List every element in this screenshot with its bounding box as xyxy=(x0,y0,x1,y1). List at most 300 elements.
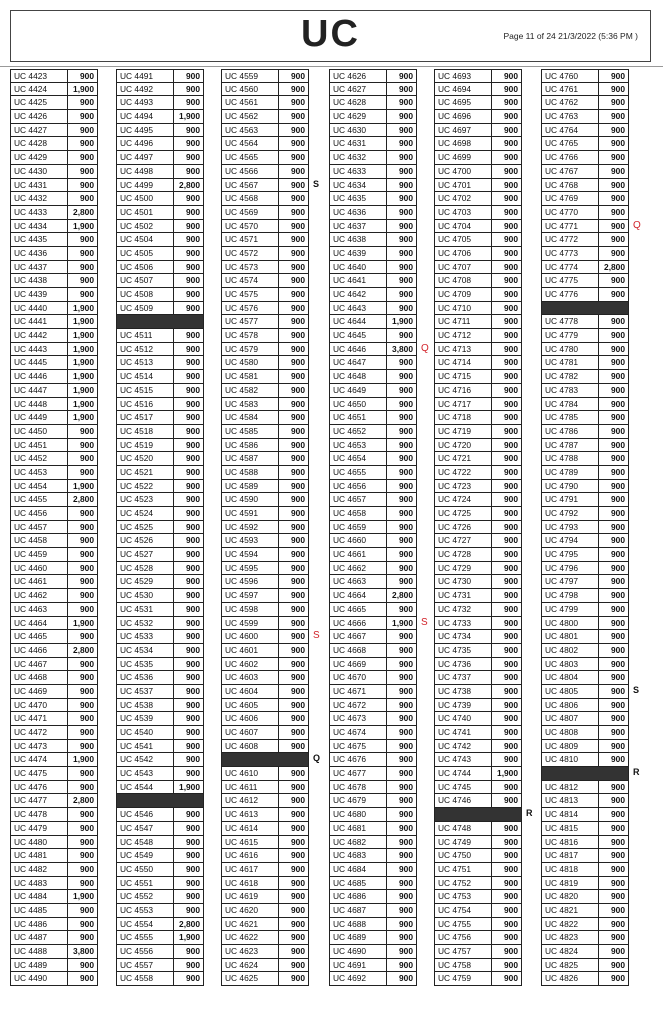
table-row xyxy=(434,822,522,836)
amount-cell: 900 xyxy=(80,658,94,669)
table-row xyxy=(221,658,309,672)
amount-cell: 900 xyxy=(504,795,518,806)
table-row xyxy=(329,466,417,480)
unit-id-cell: UC 4825 xyxy=(542,959,599,972)
table-row xyxy=(116,233,204,247)
table-row xyxy=(434,83,522,97)
table-row xyxy=(116,753,204,767)
table-row xyxy=(116,904,204,918)
unit-id-cell: UC 4666 xyxy=(330,617,387,630)
amount-cell: 900 xyxy=(80,973,94,984)
unit-id-cell: UC 4504 xyxy=(117,233,174,246)
amount-cell: 900 xyxy=(291,152,305,163)
unit-id-cell: UC 4590 xyxy=(222,493,279,506)
table-row xyxy=(541,425,629,439)
amount-cell: 900 xyxy=(611,562,625,573)
amount-cell: 900 xyxy=(186,740,200,751)
unit-id-cell: UC 4770 xyxy=(542,206,599,219)
amount-cell: 900 xyxy=(291,658,305,669)
amount-cell: 900 xyxy=(291,330,305,341)
amount-cell: 900 xyxy=(291,275,305,286)
amount-cell: 900 xyxy=(291,83,305,94)
unit-id-cell: UC 4809 xyxy=(542,740,599,753)
table-row xyxy=(541,589,629,603)
amount-cell: 900 xyxy=(504,439,518,450)
amount-cell: 2,800 xyxy=(73,795,94,806)
unit-id-cell: UC 4629 xyxy=(330,110,387,123)
table-row xyxy=(434,959,522,973)
amount-cell: 900 xyxy=(399,289,413,299)
unit-id-cell: UC 4549 xyxy=(117,849,174,862)
table-row xyxy=(221,685,309,699)
unit-id-cell: UC 4463 xyxy=(11,603,68,616)
unit-id-cell: UC 4652 xyxy=(330,425,387,438)
unit-id-cell: UC 4543 xyxy=(117,767,174,780)
unit-id-cell: UC 4798 xyxy=(542,589,599,602)
table-row xyxy=(541,740,629,754)
table-row xyxy=(221,151,309,165)
amount-cell: 900 xyxy=(504,111,518,122)
table-row xyxy=(221,124,309,138)
annotation-mark: Q xyxy=(633,219,641,231)
table-row xyxy=(541,644,629,658)
unit-id-cell: UC 4758 xyxy=(435,959,492,972)
unit-id-cell: UC 4476 xyxy=(11,781,68,794)
unit-id-cell: UC 4788 xyxy=(542,452,599,465)
unit-id-cell: UC 4495 xyxy=(117,124,174,137)
amount-cell: 900 xyxy=(186,330,200,341)
unit-id-cell: UC 4799 xyxy=(542,603,599,616)
table-row xyxy=(541,575,629,589)
table-row xyxy=(541,151,629,165)
unit-id-cell: UC 4582 xyxy=(222,384,279,397)
amount-cell: 900 xyxy=(399,206,413,217)
table-row xyxy=(221,671,309,685)
amount-cell: 900 xyxy=(399,781,413,792)
table-row xyxy=(116,356,204,370)
amount-cell: 2,800 xyxy=(73,644,94,655)
table-row xyxy=(116,261,204,275)
unit-id-cell: UC 4797 xyxy=(542,575,599,588)
table-row xyxy=(541,411,629,425)
table-row xyxy=(329,302,417,316)
unit-id-cell: UC 4552 xyxy=(117,890,174,903)
unit-id-cell: UC 4683 xyxy=(330,849,387,862)
unit-id-cell: UC 4442 xyxy=(11,329,68,342)
unit-id-cell: UC 4465 xyxy=(11,630,68,643)
unit-id-cell: UC 4509 xyxy=(117,302,174,315)
unit-id-cell: UC 4538 xyxy=(117,699,174,712)
unit-id-cell: UC 4513 xyxy=(117,356,174,369)
table-row xyxy=(221,836,309,850)
amount-cell: 900 xyxy=(611,439,625,450)
amount-cell: 1,900 xyxy=(73,480,94,491)
table-row xyxy=(10,548,98,562)
unit-id-cell: UC 4778 xyxy=(542,315,599,328)
table-row xyxy=(221,356,309,370)
unit-id-cell: UC 4428 xyxy=(11,137,68,150)
unit-id-cell: UC 4748 xyxy=(435,822,492,835)
table-row xyxy=(541,658,629,672)
table-row xyxy=(541,753,629,767)
table-row xyxy=(116,247,204,261)
table-row xyxy=(10,220,98,234)
table-row xyxy=(116,302,204,316)
unit-id-cell: UC 4700 xyxy=(435,165,492,178)
amount-cell: 900 xyxy=(291,398,305,409)
unit-id-cell: UC 4577 xyxy=(222,315,279,328)
amount-cell: 900 xyxy=(611,836,625,847)
unit-id-cell: UC 4816 xyxy=(542,836,599,849)
table-row xyxy=(541,630,629,644)
amount-cell: 900 xyxy=(399,193,413,204)
amount-cell: 900 xyxy=(291,603,305,614)
unit-id-cell: UC 4745 xyxy=(435,781,492,794)
table-row xyxy=(541,931,629,945)
unit-id-cell: UC 4535 xyxy=(117,658,174,671)
amount-cell: 900 xyxy=(611,617,625,628)
unit-id-cell: UC 4462 xyxy=(11,589,68,602)
amount-cell: 900 xyxy=(399,398,413,409)
table-row xyxy=(221,931,309,945)
table-row xyxy=(329,877,417,891)
amount-cell: 900 xyxy=(399,768,413,779)
amount-cell: 900 xyxy=(399,809,413,820)
amount-cell: 900 xyxy=(611,275,625,286)
amount-cell: 900 xyxy=(611,521,625,532)
amount-cell: 900 xyxy=(291,357,305,368)
table-row xyxy=(10,808,98,822)
amount-cell: 900 xyxy=(611,480,625,491)
amount-cell: 900 xyxy=(186,699,200,710)
amount-cell: 900 xyxy=(291,617,305,628)
unit-id-cell: UC 4668 xyxy=(330,644,387,657)
unit-id-cell: UC 4489 xyxy=(11,959,68,972)
amount-cell: 900 xyxy=(80,521,94,532)
amount-cell: 900 xyxy=(291,521,305,532)
table-row xyxy=(116,110,204,124)
unit-id-cell: UC 4750 xyxy=(435,849,492,862)
table-row xyxy=(541,781,629,795)
table-row xyxy=(10,329,98,343)
amount-cell: 900 xyxy=(186,343,200,354)
unit-id-cell: UC 4425 xyxy=(11,96,68,109)
table-row xyxy=(541,398,629,412)
unit-id-cell: UC 4814 xyxy=(542,808,599,821)
amount-cell: 900 xyxy=(504,904,518,915)
table-row xyxy=(541,219,641,234)
unit-id-cell: UC 4824 xyxy=(542,945,599,958)
table-row xyxy=(329,370,417,384)
unit-id-cell: UC 4654 xyxy=(330,452,387,465)
table-row xyxy=(329,288,417,302)
unit-id-cell: UC 4483 xyxy=(11,877,68,890)
table-row xyxy=(10,521,98,535)
header-divider xyxy=(0,66,663,67)
table-row xyxy=(541,233,629,247)
amount-cell: 1,900 xyxy=(73,412,94,423)
amount-cell: 900 xyxy=(504,206,518,217)
amount-cell: 900 xyxy=(504,672,518,683)
amount-cell: 900 xyxy=(504,713,518,724)
table-row xyxy=(10,603,98,617)
table-row xyxy=(116,179,204,193)
unit-id-cell: UC 4452 xyxy=(11,452,68,465)
amount-cell: 900 xyxy=(399,466,413,477)
unit-id-cell: UC 4601 xyxy=(222,644,279,657)
table-row xyxy=(10,425,98,439)
table-row xyxy=(116,822,204,836)
amount-cell: 900 xyxy=(186,836,200,847)
unit-id-cell: UC 4744 xyxy=(435,767,492,780)
table-row xyxy=(10,699,98,713)
table-row xyxy=(541,863,629,877)
amount-cell: 900 xyxy=(611,918,625,929)
amount-cell: 3,800 xyxy=(392,343,413,354)
amount-cell: 900 xyxy=(80,959,94,970)
table-row xyxy=(10,849,98,863)
table-row xyxy=(116,562,204,576)
amount-cell: 900 xyxy=(291,822,305,833)
unit-id-cell: UC 4678 xyxy=(330,781,387,794)
unit-id-cell: UC 4698 xyxy=(435,137,492,150)
table-row xyxy=(10,343,98,357)
amount-cell: 900 xyxy=(611,165,625,176)
amount-cell: 900 xyxy=(186,494,200,505)
unit-id-cell: UC 4449 xyxy=(11,411,68,424)
unit-id-cell: UC 4423 xyxy=(11,70,68,82)
unit-id-cell: UC 4500 xyxy=(117,192,174,205)
unit-id-cell: UC 4608 xyxy=(222,740,279,753)
amount-cell: 900 xyxy=(611,877,625,888)
table-row xyxy=(434,192,522,206)
amount-cell: 900 xyxy=(399,508,413,518)
table-row xyxy=(116,959,204,973)
table-row xyxy=(434,261,522,275)
unit-id-cell: UC 4701 xyxy=(435,179,492,192)
amount-cell: 900 xyxy=(504,891,518,902)
unit-id-cell: UC 4820 xyxy=(542,890,599,903)
unit-id-cell: UC 4817 xyxy=(542,849,599,862)
table-row xyxy=(10,904,98,918)
table-row xyxy=(116,548,204,562)
table-row xyxy=(434,699,522,713)
amount-cell: 900 xyxy=(399,631,413,642)
unit-id-cell: UC 4749 xyxy=(435,836,492,849)
table-row xyxy=(541,562,629,576)
unit-id-cell: UC 4730 xyxy=(435,575,492,588)
amount-cell: 900 xyxy=(80,918,94,929)
unit-id-cell: UC 4818 xyxy=(542,863,599,876)
unit-id-cell: UC 4645 xyxy=(330,329,387,342)
table-row xyxy=(221,261,309,275)
unit-id-cell: UC 4548 xyxy=(117,836,174,849)
table-row xyxy=(434,644,522,658)
unit-id-cell: UC 4705 xyxy=(435,233,492,246)
unit-id-cell: UC 4755 xyxy=(435,918,492,931)
amount-cell: 900 xyxy=(611,124,625,135)
table-row xyxy=(434,575,522,589)
table-row xyxy=(116,589,204,603)
amount-cell: 900 xyxy=(504,371,518,382)
table-row xyxy=(10,753,98,767)
amount-cell: 900 xyxy=(611,535,625,546)
unit-id-cell: UC 4769 xyxy=(542,192,599,205)
table-row xyxy=(116,644,204,658)
redacted-row xyxy=(116,315,204,329)
unit-id-cell: UC 4607 xyxy=(222,726,279,739)
amount-cell: 900 xyxy=(291,727,305,737)
amount-cell: 900 xyxy=(399,740,413,751)
table-row xyxy=(221,83,309,97)
amount-cell: 1,900 xyxy=(73,357,94,368)
table-row xyxy=(541,945,629,959)
amount-cell: 900 xyxy=(291,425,305,436)
amount-cell: 900 xyxy=(186,138,200,149)
unit-id-cell: UC 4454 xyxy=(11,480,68,493)
unit-id-cell: UC 4722 xyxy=(435,466,492,479)
table-row xyxy=(541,110,629,124)
amount-cell: 900 xyxy=(504,138,518,149)
unit-id-cell: UC 4643 xyxy=(330,302,387,315)
amount-cell: 900 xyxy=(611,425,625,436)
unit-id-cell: UC 4721 xyxy=(435,452,492,465)
unit-id-cell: UC 4782 xyxy=(542,370,599,383)
amount-cell: 900 xyxy=(186,220,200,231)
table-row xyxy=(541,904,629,918)
amount-cell: 900 xyxy=(186,97,200,108)
unit-id-cell: UC 4471 xyxy=(11,712,68,725)
unit-id-cell: UC 4691 xyxy=(330,959,387,972)
amount-cell: 900 xyxy=(611,740,625,751)
unit-id-cell: UC 4704 xyxy=(435,220,492,233)
table-row xyxy=(434,151,522,165)
unit-id-cell: UC 4537 xyxy=(117,685,174,698)
unit-id-cell: UC 4717 xyxy=(435,398,492,411)
amount-cell: 900 xyxy=(186,754,200,765)
table-row xyxy=(10,863,98,877)
unit-id-cell: UC 4729 xyxy=(435,562,492,575)
amount-cell: 900 xyxy=(80,261,94,272)
amount-cell: 900 xyxy=(186,959,200,970)
table-row xyxy=(329,124,417,138)
unit-id-cell: UC 4653 xyxy=(330,439,387,452)
amount-cell: 900 xyxy=(291,946,305,956)
amount-cell: 900 xyxy=(291,371,305,382)
table-row xyxy=(434,658,522,672)
amount-cell: 900 xyxy=(291,644,305,655)
amount-cell: 900 xyxy=(186,562,200,573)
amount-cell: 900 xyxy=(611,138,625,149)
unit-id-cell: UC 4708 xyxy=(435,274,492,287)
amount-cell: 900 xyxy=(186,727,200,737)
table-row xyxy=(541,849,629,863)
unit-id-cell: UC 4519 xyxy=(117,439,174,452)
table-row xyxy=(116,343,204,357)
unit-id-cell: UC 4614 xyxy=(222,822,279,835)
unit-id-cell: UC 4715 xyxy=(435,370,492,383)
unit-id-cell: UC 4588 xyxy=(222,466,279,479)
amount-cell: 900 xyxy=(186,576,200,587)
unit-id-cell: UC 4673 xyxy=(330,712,387,725)
amount-cell: 900 xyxy=(80,124,94,135)
unit-id-cell: UC 4764 xyxy=(542,124,599,137)
table-row xyxy=(541,124,629,138)
amount-cell: 900 xyxy=(80,439,94,450)
unit-id-cell: UC 4455 xyxy=(11,493,68,506)
amount-cell: 900 xyxy=(186,713,200,724)
table-row xyxy=(329,603,417,617)
amount-cell: 900 xyxy=(504,863,518,874)
amount-cell: 900 xyxy=(291,289,305,299)
amount-cell: 900 xyxy=(80,562,94,573)
table-row xyxy=(329,767,417,781)
amount-cell: 900 xyxy=(504,850,518,861)
unit-id-cell: UC 4598 xyxy=(222,603,279,616)
amount-cell: 900 xyxy=(399,138,413,149)
amount-cell: 900 xyxy=(186,631,200,642)
table-row xyxy=(116,630,204,644)
amount-cell: 900 xyxy=(611,453,625,464)
unit-id-cell xyxy=(117,794,174,807)
unit-id-cell: UC 4694 xyxy=(435,83,492,96)
unit-id-cell: UC 4674 xyxy=(330,726,387,739)
amount-cell: 900 xyxy=(504,71,518,81)
table-row xyxy=(329,247,417,261)
table-row xyxy=(221,370,309,384)
unit-id-cell: UC 4593 xyxy=(222,534,279,547)
amount-cell: 900 xyxy=(611,83,625,94)
amount-cell: 900 xyxy=(399,795,413,806)
amount-cell: 900 xyxy=(504,727,518,737)
amount-cell: 900 xyxy=(80,97,94,108)
table-row xyxy=(434,411,522,425)
table-row xyxy=(221,493,309,507)
unit-id-cell: UC 4690 xyxy=(330,945,387,958)
amount-cell: 900 xyxy=(399,822,413,833)
amount-cell: 900 xyxy=(291,494,305,505)
amount-cell: 900 xyxy=(80,932,94,943)
amount-cell: 900 xyxy=(399,384,413,395)
table-row xyxy=(221,220,309,234)
unit-id-cell: UC 4458 xyxy=(11,534,68,547)
unit-id-cell: UC 4640 xyxy=(330,261,387,274)
amount-cell: 900 xyxy=(399,494,413,505)
unit-id-cell: UC 4738 xyxy=(435,685,492,698)
unit-id-cell: UC 4720 xyxy=(435,439,492,452)
unit-id-cell: UC 4451 xyxy=(11,439,68,452)
unit-id-cell: UC 4669 xyxy=(330,658,387,671)
redacted-row xyxy=(541,767,640,781)
table-row xyxy=(329,439,417,453)
unit-id-cell: UC 4783 xyxy=(542,384,599,397)
unit-id-cell: UC 4597 xyxy=(222,589,279,602)
table-row xyxy=(329,575,417,589)
amount-cell: 900 xyxy=(186,946,200,956)
table-row xyxy=(10,794,98,808)
table-row xyxy=(541,836,629,850)
amount-cell: 900 xyxy=(186,877,200,888)
table-row xyxy=(329,822,417,836)
amount-cell: 900 xyxy=(186,83,200,94)
table-row xyxy=(329,342,429,357)
table-row xyxy=(329,890,417,904)
amount-cell: 900 xyxy=(80,713,94,724)
amount-cell: 900 xyxy=(186,425,200,436)
table-row xyxy=(10,945,98,959)
table-row xyxy=(116,945,204,959)
table-row xyxy=(10,439,98,453)
